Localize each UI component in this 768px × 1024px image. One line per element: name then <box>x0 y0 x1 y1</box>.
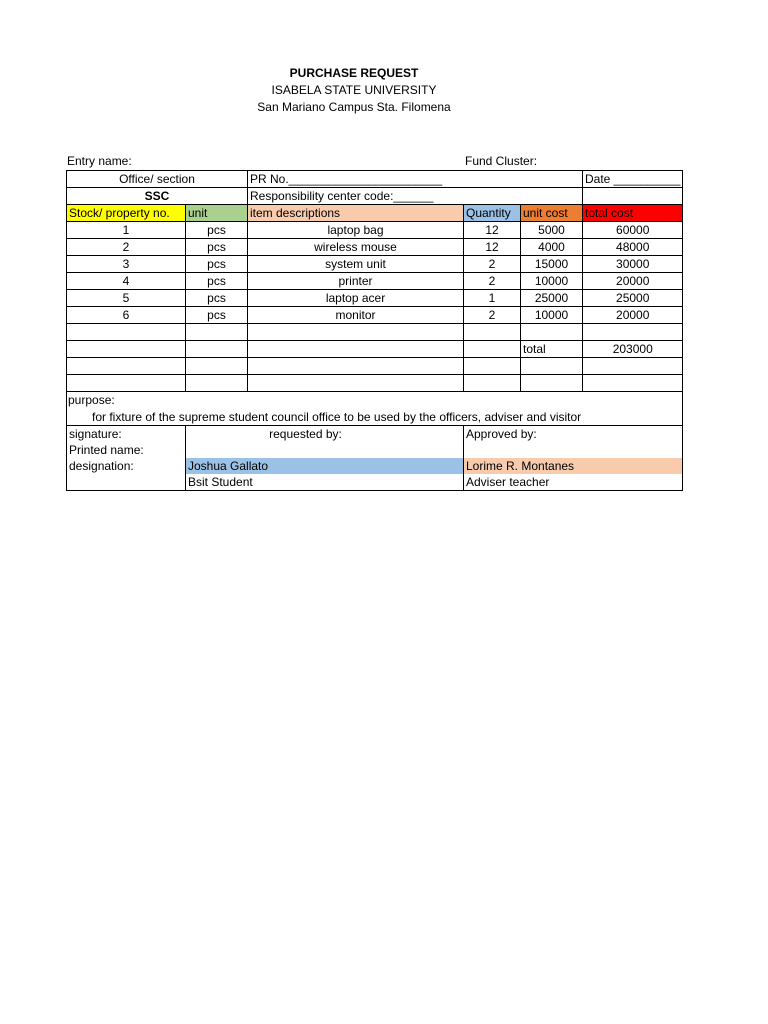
purpose-cell <box>67 392 683 426</box>
total-label: total <box>521 341 583 358</box>
item-cell: wireless mouse <box>248 239 464 256</box>
unit-cost-cell: 15000 <box>521 256 583 273</box>
empty-cell <box>464 324 521 341</box>
table-row <box>67 222 683 239</box>
unit-cell: pcs <box>186 222 248 239</box>
empty-cell <box>521 358 583 375</box>
empty-cell <box>248 358 464 375</box>
designation-label: designation: <box>67 458 186 474</box>
item-cell: monitor <box>248 307 464 324</box>
empty-row <box>67 375 683 392</box>
empty-cell <box>521 324 583 341</box>
table-row <box>67 273 683 290</box>
purpose-label: purpose: <box>68 393 115 407</box>
unit-cell: pcs <box>186 239 248 256</box>
empty-cell <box>464 358 521 375</box>
office-section-value: SSC <box>67 188 248 205</box>
empty-cell <box>248 324 464 341</box>
unit-cost-cell: 4000 <box>521 239 583 256</box>
office-section-label: Office/ section <box>67 171 248 188</box>
col-header-unit: unit <box>186 205 248 222</box>
empty-cell <box>583 375 683 392</box>
approved-by-label: Approved by: <box>464 426 683 443</box>
unit-cell: pcs <box>186 290 248 307</box>
signature-row <box>67 426 683 443</box>
quantity-cell: 2 <box>464 273 521 290</box>
unit-cell: pcs <box>186 256 248 273</box>
quantity-cell: 2 <box>464 307 521 324</box>
empty-cell <box>464 442 683 458</box>
empty-cell <box>67 474 186 491</box>
empty-row <box>67 324 683 341</box>
entry-name-label: Entry name: <box>67 154 132 168</box>
signature-label: signature: <box>67 426 186 443</box>
total-cost-cell: 20000 <box>583 273 683 290</box>
quantity-cell: 2 <box>464 256 521 273</box>
empty-cell <box>464 375 521 392</box>
university-name: ISABELA STATE UNIVERSITY <box>271 83 437 97</box>
empty-cell <box>67 358 186 375</box>
fund-cluster-label: Fund Cluster: <box>465 154 538 168</box>
purpose-row <box>67 392 683 426</box>
stock-cell: 4 <box>67 273 186 290</box>
total-cost-cell: 25000 <box>583 290 683 307</box>
item-cell: laptop bag <box>248 222 464 239</box>
item-cell: laptop acer <box>248 290 464 307</box>
empty-cell <box>186 358 248 375</box>
date-field: Date __________ <box>583 171 683 188</box>
table-row <box>67 239 683 256</box>
approver-designation: Adviser teacher <box>464 474 683 491</box>
empty-cell <box>186 324 248 341</box>
table-row <box>67 290 683 307</box>
requester-name: Joshua Gallato <box>186 458 464 474</box>
empty-cell <box>67 341 186 358</box>
unit-cost-cell: 10000 <box>521 307 583 324</box>
stock-cell: 6 <box>67 307 186 324</box>
empty-cell <box>464 341 521 358</box>
table-row <box>67 256 683 273</box>
empty-cell <box>186 375 248 392</box>
designation-value-row <box>67 474 683 491</box>
purpose-text: for fixture of the supreme student council office to be used by the officers, adviser and visitor <box>92 410 582 424</box>
purchase-request-table <box>66 170 683 491</box>
unit-cost-cell: 5000 <box>521 222 583 239</box>
date-blank-cell <box>583 188 683 205</box>
grand-total-value: 203000 <box>583 341 683 358</box>
printed-name-row <box>67 442 683 458</box>
empty-cell <box>248 375 464 392</box>
total-cost-cell: 60000 <box>583 222 683 239</box>
unit-cell: pcs <box>186 307 248 324</box>
col-header-stock: Stock/ property no. <box>67 205 186 222</box>
stock-cell: 1 <box>67 222 186 239</box>
responsibility-center-field: Responsibility center code:______ <box>248 188 583 205</box>
empty-cell <box>248 341 464 358</box>
stock-cell: 3 <box>67 256 186 273</box>
total-cost-cell: 30000 <box>583 256 683 273</box>
campus-name: San Mariano Campus Sta. Filomena <box>257 100 451 114</box>
document-title: PURCHASE REQUEST <box>289 66 419 80</box>
unit-cost-cell: 10000 <box>521 273 583 290</box>
col-header-item: item descriptions <box>248 205 464 222</box>
item-cell: printer <box>248 273 464 290</box>
requester-designation: Bsit Student <box>186 474 464 491</box>
pr-number-field: PR No._______________________ <box>248 171 583 188</box>
office-row <box>67 171 683 188</box>
col-header-quantity: Quantity <box>464 205 521 222</box>
total-cost-cell: 20000 <box>583 307 683 324</box>
total-row <box>67 341 683 358</box>
empty-cell <box>521 375 583 392</box>
quantity-cell: 1 <box>464 290 521 307</box>
table-row <box>67 307 683 324</box>
empty-cell <box>583 358 683 375</box>
quantity-cell: 12 <box>464 239 521 256</box>
unit-cost-cell: 25000 <box>521 290 583 307</box>
empty-cell <box>67 375 186 392</box>
empty-row <box>67 358 683 375</box>
quantity-cell: 12 <box>464 222 521 239</box>
stock-cell: 5 <box>67 290 186 307</box>
empty-cell <box>583 324 683 341</box>
column-header-row <box>67 205 683 222</box>
empty-cell <box>67 324 186 341</box>
stock-cell: 2 <box>67 239 186 256</box>
printed-name-label: Printed name: <box>67 442 186 458</box>
approver-name: Lorime R. Montanes <box>464 458 683 474</box>
office-value-row <box>67 188 683 205</box>
designation-row <box>67 458 683 474</box>
item-cell: system unit <box>248 256 464 273</box>
empty-cell <box>186 442 464 458</box>
col-header-unit-cost: unit cost <box>521 205 583 222</box>
empty-cell <box>186 341 248 358</box>
total-cost-cell: 48000 <box>583 239 683 256</box>
requested-by-label: requested by: <box>186 426 464 443</box>
unit-cell: pcs <box>186 273 248 290</box>
col-header-total-cost: total cost <box>583 205 683 222</box>
